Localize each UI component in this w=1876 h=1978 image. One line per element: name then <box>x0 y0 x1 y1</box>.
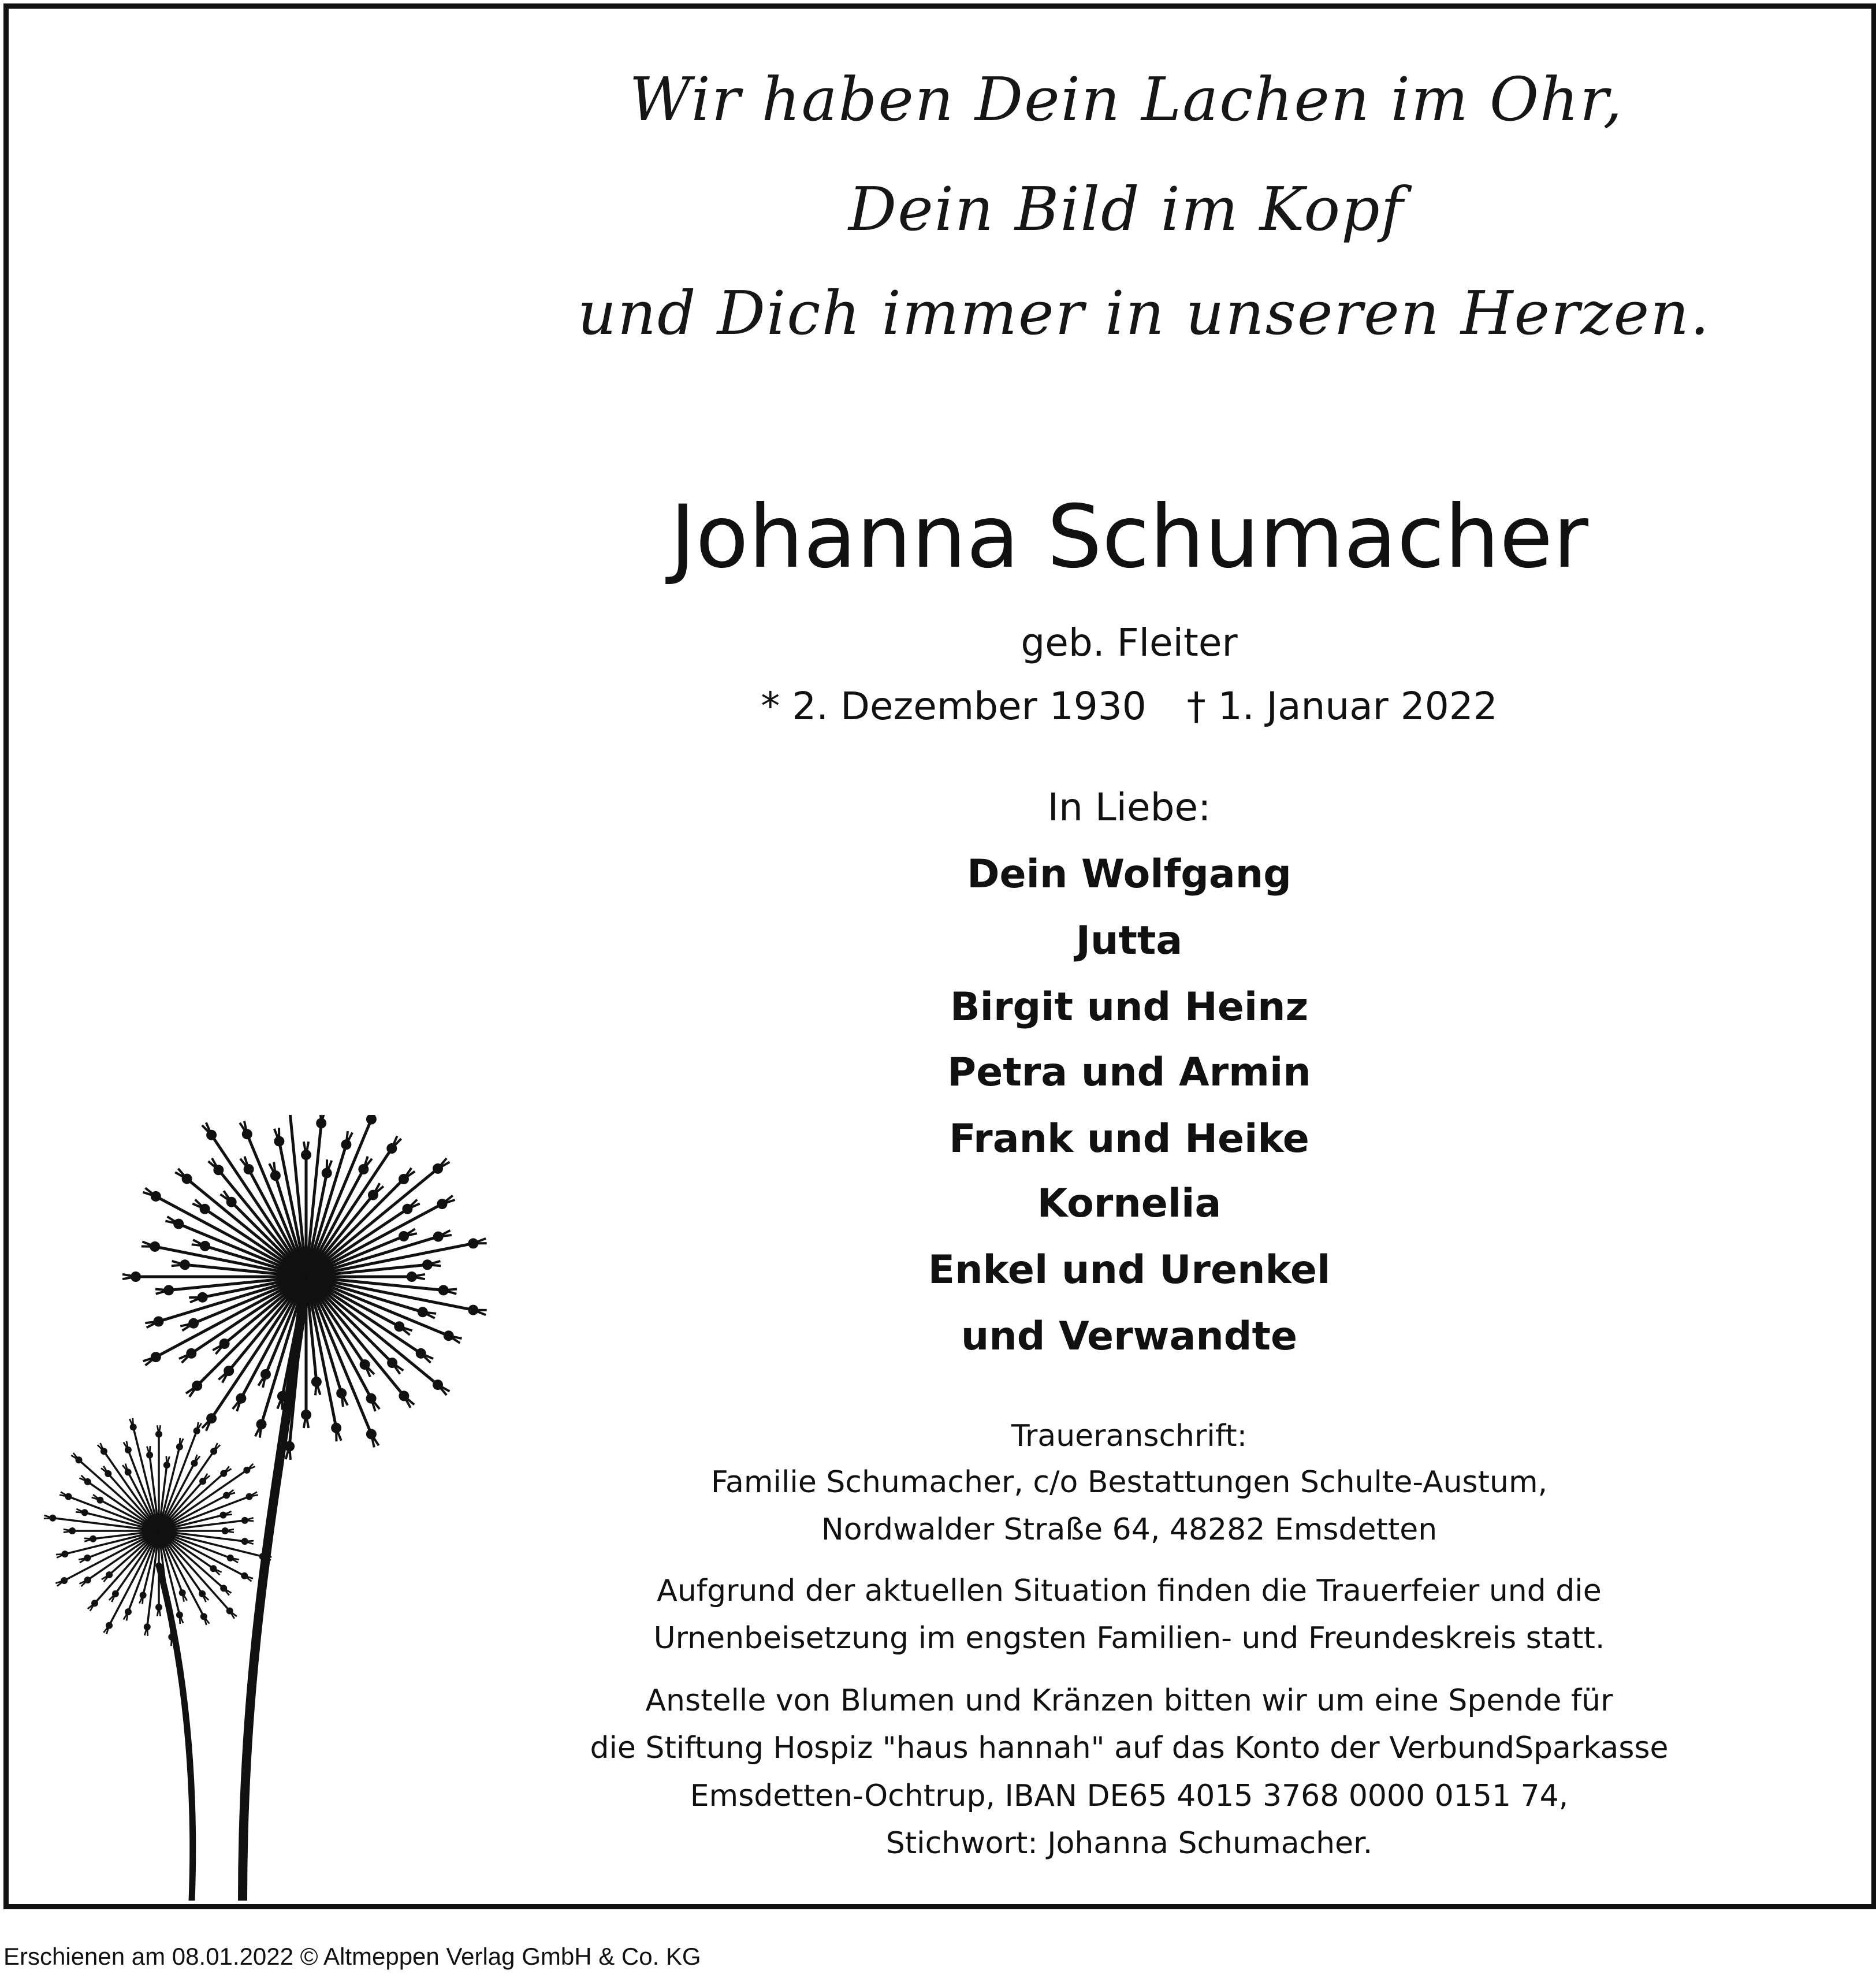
donation-line: Anstelle von Blumen und Kränzen bitten wir um eine Spende für <box>645 1683 1613 1718</box>
dandelion-head-small <box>44 1418 271 1646</box>
deceased-name: Johanna Schumacher <box>669 487 1589 588</box>
mourner-name: Jutta <box>1075 918 1183 964</box>
address-label: Traueranschrift: <box>1011 1419 1248 1453</box>
poem-line-1: Wir haben Dein Lachen im Ohr, <box>629 64 1624 135</box>
dandelion-head-large <box>122 1115 487 1460</box>
donation-line: Stichwort: Johanna Schumacher. <box>885 1826 1373 1861</box>
mourner-name: Frank und Heike <box>949 1116 1309 1162</box>
mourner-name: Birgit und Heinz <box>950 984 1309 1030</box>
mourners-intro: In Liebe: <box>1047 785 1211 830</box>
birth-name: geb. Fleiter <box>1021 620 1238 665</box>
poem-line-2: Dein Bild im Kopf <box>848 174 1405 244</box>
mourner-name: Enkel und Urenkel <box>928 1247 1331 1293</box>
death-date: † 1. Januar 2022 <box>1186 684 1498 728</box>
mourner-name: Petra und Armin <box>947 1050 1311 1095</box>
poem-line-3: und Dich immer in unseren Herzen. <box>578 278 1711 348</box>
publication-footer: Erschienen am 08.01.2022 © Altmeppen Verlag GmbH & Co. KG <box>3 1943 701 1970</box>
mourner-name: und Verwandte <box>961 1314 1298 1359</box>
mourner-name: Kornelia <box>1037 1181 1222 1226</box>
mourner-name: Dein Wolfgang <box>967 852 1291 897</box>
notice-line: Urnenbeisetzung im engsten Familien- und Freundeskreis statt. <box>653 1621 1605 1656</box>
notice-line: Aufgrund der aktuellen Situation finden die Trauerfeier und die <box>657 1574 1602 1608</box>
address-line: Nordwalder Straße 64, 48282 Emsdetten <box>821 1512 1438 1547</box>
life-dates <box>578 684 1681 728</box>
donation-line: die Stiftung Hospiz "haus hannah" auf das Konto der VerbundSparkasse <box>590 1731 1669 1765</box>
birth-date: * 2. Dezember 1930 <box>761 684 1147 728</box>
dandelion-illustration <box>35 1115 497 1901</box>
donation-line: Emsdetten-Ochtrup, IBAN DE65 4015 3768 0000 0151 74, <box>690 1779 1569 1813</box>
address-line: Familie Schumacher, c/o Bestattungen Schulte-Austum, <box>710 1465 1548 1500</box>
dandelion-stem-small <box>159 1566 193 1901</box>
